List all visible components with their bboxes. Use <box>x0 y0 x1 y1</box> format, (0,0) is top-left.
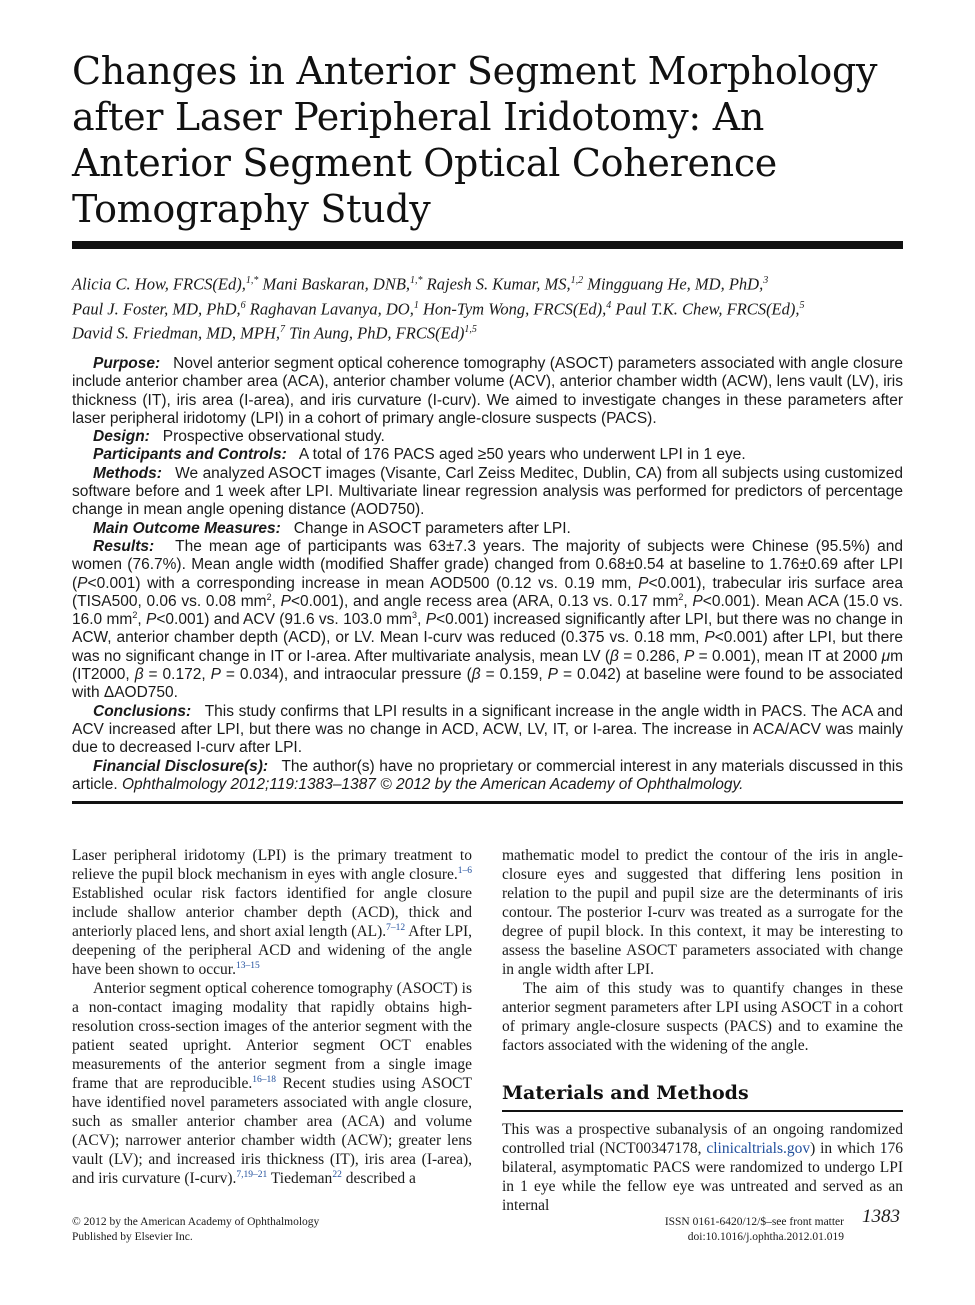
clinicaltrials-link[interactable]: clinicaltrials.gov <box>706 1140 811 1157</box>
body-paragraph: Anterior segment optical coherence tomography (ASOCT) is a non-contact imaging modality that rapidly obtains high-resolution cross-section images of the anterior segment with the patient seated upright. Anterior segment OCT enables measurements of the anterior segment from a single image frame that are reproducible.$^{16-18}$ Recent studies using ASOCT have identified novel parameters associated with angle closure, such as smaller anterior chamber area (ACA) and volume (ACV); narrower anterior chamber width (ACW); greater lens vault (LV); and increased iris thickness (IT), iris area (I-area), and iris curvature (I-curv).$^{7,19-21}$ Tiedeman$^{22}$ described a <box>72 980 472 1187</box>
section-rule <box>502 1110 903 1112</box>
author: Paul J. Foster, MD, PhD, <box>72 299 241 318</box>
body-paragraph: mathematic model to predict the contour of the iris in angle-closure eyes and suggested that differing lens position in relation to the pupil and pupil size are the determinants of iris contour. The posterior I-curv was treated as a surrogate for the degree of pupil block. In this context, it may be interesting to assess the baseline ASOCT parameters associated with change in angle width after LPI. <box>502 847 903 978</box>
footer-left <box>72 1215 422 1245</box>
section-heading: Materials and Methods <box>502 1082 749 1104</box>
abstract <box>72 355 903 794</box>
reference-link[interactable]: 16–18 <box>252 1074 277 1085</box>
issn: ISSN 0161-6420/12/$–see front matter <box>664 1216 844 1228</box>
abstract-methods: Methods: We analyzed ASOCT images (Visante, Carl Zeiss Meditec, Dublin, CA) from all subjects using customized software before and 1 week after LPI. Multivariate linear regression analysis was performed for predictors of percentage change in mean angle opening distance (AOD750). <box>72 464 903 519</box>
author: Alicia C. How, FRCS(Ed), <box>72 274 246 294</box>
author-affil: 1,* <box>410 275 423 286</box>
abstract-label: Methods: <box>93 464 162 482</box>
author-affil: 1,5 <box>464 324 477 335</box>
abstract-label: Financial Disclosure(s): <box>93 757 269 775</box>
body-paragraph: This was a prospective subanalysis of an ongoing randomized controlled trial (NCT00347178, clinicaltrials.gov) in which 176 bilateral, asymptomatic PACS were randomized to undergo LPI in 1 eye while the fellow eye was untreated and served as an internal <box>502 1121 903 1214</box>
abstract-rule <box>72 801 903 804</box>
journal-citation: Ophthalmology 2012;119:1383–1387 © 2012 by the American Academy of Ophthalmology. <box>121 775 744 793</box>
reference-link[interactable]: 13–15 <box>236 960 260 971</box>
copyright: © 2012 by the American Academy of Ophthalmology <box>72 1216 320 1228</box>
author: Paul T.K. Chew, FRCS(Ed), <box>615 299 800 318</box>
body-column-right-methods <box>502 1120 903 1215</box>
abstract-outcome: Main Outcome Measures: Change in ASOCT parameters after LPI. <box>72 520 903 538</box>
author-affil: 4 <box>606 299 612 311</box>
title-rule <box>72 241 903 249</box>
author: Mani Baskaran, DNB, <box>262 274 411 294</box>
footer-right <box>600 1215 844 1245</box>
abstract-disclosure: Financial Disclosure(s): The author(s) have no proprietary or commercial interest in any materials discussed in this article. Ophthalmology 2012;119:1383–1387 © 2012 by the American Academy of Ophthalmology. <box>72 757 903 793</box>
abstract-label: Main Outcome Measures: <box>93 519 281 537</box>
author-list <box>72 270 907 344</box>
author-affil: 1,* <box>245 275 259 286</box>
body-paragraph: The aim of this study was to quantify changes in these anterior segment parameters after LPI using ASOCT in a cohort of primary angle-closure suspects (PACS) and to examine the factors associated with the widening of the angle. <box>502 980 903 1054</box>
author-affil: 6 <box>240 299 246 311</box>
body-column-left <box>72 846 472 1188</box>
abstract-participants: Participants and Controls: A total of 176 PACS aged ≥50 years who underwent LPI in 1 eye. <box>72 446 903 464</box>
abstract-results: Results: The mean age of participants was 63±7.3 years. The majority of subjects were Chinese (95.5%) and women (76.7%). Mean angle width (modified Shaffer grade) changed from 0.68±0.54 at baseline to 1.76±0.69 after LPI (P<0.001) with a corresponding increase in mean AOD500 (0.12 vs. 0.19 mm, P<0.001), trabecular iris surface area (TISA500, 0.06 vs. 0.08 $mm^2$, P<0.001), and angle recess area (ARA, 0.13 vs. 0.17 $mm^2$, P<0.001). Mean ACA (15.0 vs. 16.0 $mm^2$, P<0.001) and ACV (91.6 vs. 103.0 $mm^3$, P<0.001) increased significantly after LPI, but there was no change in ACW, anterior chamber depth (ACD), or LV. Mean I-curv was reduced (0.375 vs. 0.18 mm, P<0.001) after LPI, but there was no significant change in IT or I-area. After multivariate analysis, mean LV (β = 0.286, P = 0.001), mean IT at 2000 μm (IT2000, β = 0.172, P = 0.034), and intraocular pressure (β = 0.159, P = 0.042) at baseline were found to be associated with ΔAOD750. <box>72 537 904 702</box>
author-affil: 5 <box>799 299 805 311</box>
reference-link[interactable]: 1–6 <box>457 865 472 876</box>
author: Rajesh S. Kumar, MS, <box>426 274 571 294</box>
author: Mingguang He, MD, PhD, <box>587 274 764 294</box>
author: Raghavan Lavanya, DO, <box>249 299 414 318</box>
doi: doi:10.1016/j.ophtha.2012.01.019 <box>687 1231 844 1243</box>
abstract-label: Results: <box>93 537 155 555</box>
author-affil: 3 <box>763 275 769 286</box>
author-affil: 1,2 <box>570 275 584 286</box>
article-title: Changes in Anterior Segment Morphology after Laser Peripheral Iridotomy: An Anterior Segment Optical Coherence Tomography Study <box>72 49 878 231</box>
reference-link[interactable]: 7–12 <box>386 922 406 933</box>
author: Hon-Tym Wong, FRCS(Ed), <box>422 299 607 318</box>
abstract-design: Design: Prospective observational study. <box>72 428 903 446</box>
publisher: Published by Elsevier Inc. <box>72 1231 193 1243</box>
reference-link[interactable]: 22 <box>332 1169 342 1180</box>
abstract-label: Design: <box>93 428 150 446</box>
author-affil: 1 <box>413 299 419 311</box>
page-number: 1383 <box>862 1206 900 1227</box>
abstract-conclusions: Conclusions: This study confirms that LPI results in a significant increase in the angle width in PACS. The ACA and ACV increased after LPI, but there was no change in ACD, ACW, LV, IT, or I-area. The increase in ACA/ACV was mainly due to decreased I-curv after LPI. <box>72 702 903 757</box>
abstract-label: Purpose: <box>93 355 161 372</box>
author: David S. Friedman, MD, MPH, <box>72 323 281 343</box>
reference-link[interactable]: 7,19–21 <box>236 1169 268 1180</box>
author-affil: 7 <box>280 324 286 335</box>
body-column-right <box>502 846 903 1055</box>
author: Tin Aung, PhD, FRCS(Ed) <box>289 323 465 343</box>
abstract-label: Conclusions: <box>93 702 192 720</box>
body-paragraph: Laser peripheral iridotomy (LPI) is the primary treatment to relieve the pupil block mechanism in eyes with angle closure.$^{1-6}$ Established ocular risk factors identified for angle closure include shallow anterior chamber depth (ACD), thick and anteriorly placed lens, and short axial length (AL).$^{7-12}$ After LPI, deepening of the peripheral ACD and widening of the angle have been shown to occur.$^{13-15}$ <box>72 847 472 978</box>
abstract-label: Participants and Controls: <box>93 446 287 464</box>
abstract-purpose: Purpose: Novel anterior segment optical coherence tomography (ASOCT) parameters associated with angle closure include anterior chamber area (ACA), anterior chamber volume (ACV), anterior chamber width (ACW), lens vault (LV), iris thickness (IT), iris area (I-area), and iris curvature (I-curv). We aimed to investigate changes in these parameters after laser peripheral iridotomy (LPI) in a cohort of primary angle-closure suspects (PACS). <box>72 355 904 427</box>
